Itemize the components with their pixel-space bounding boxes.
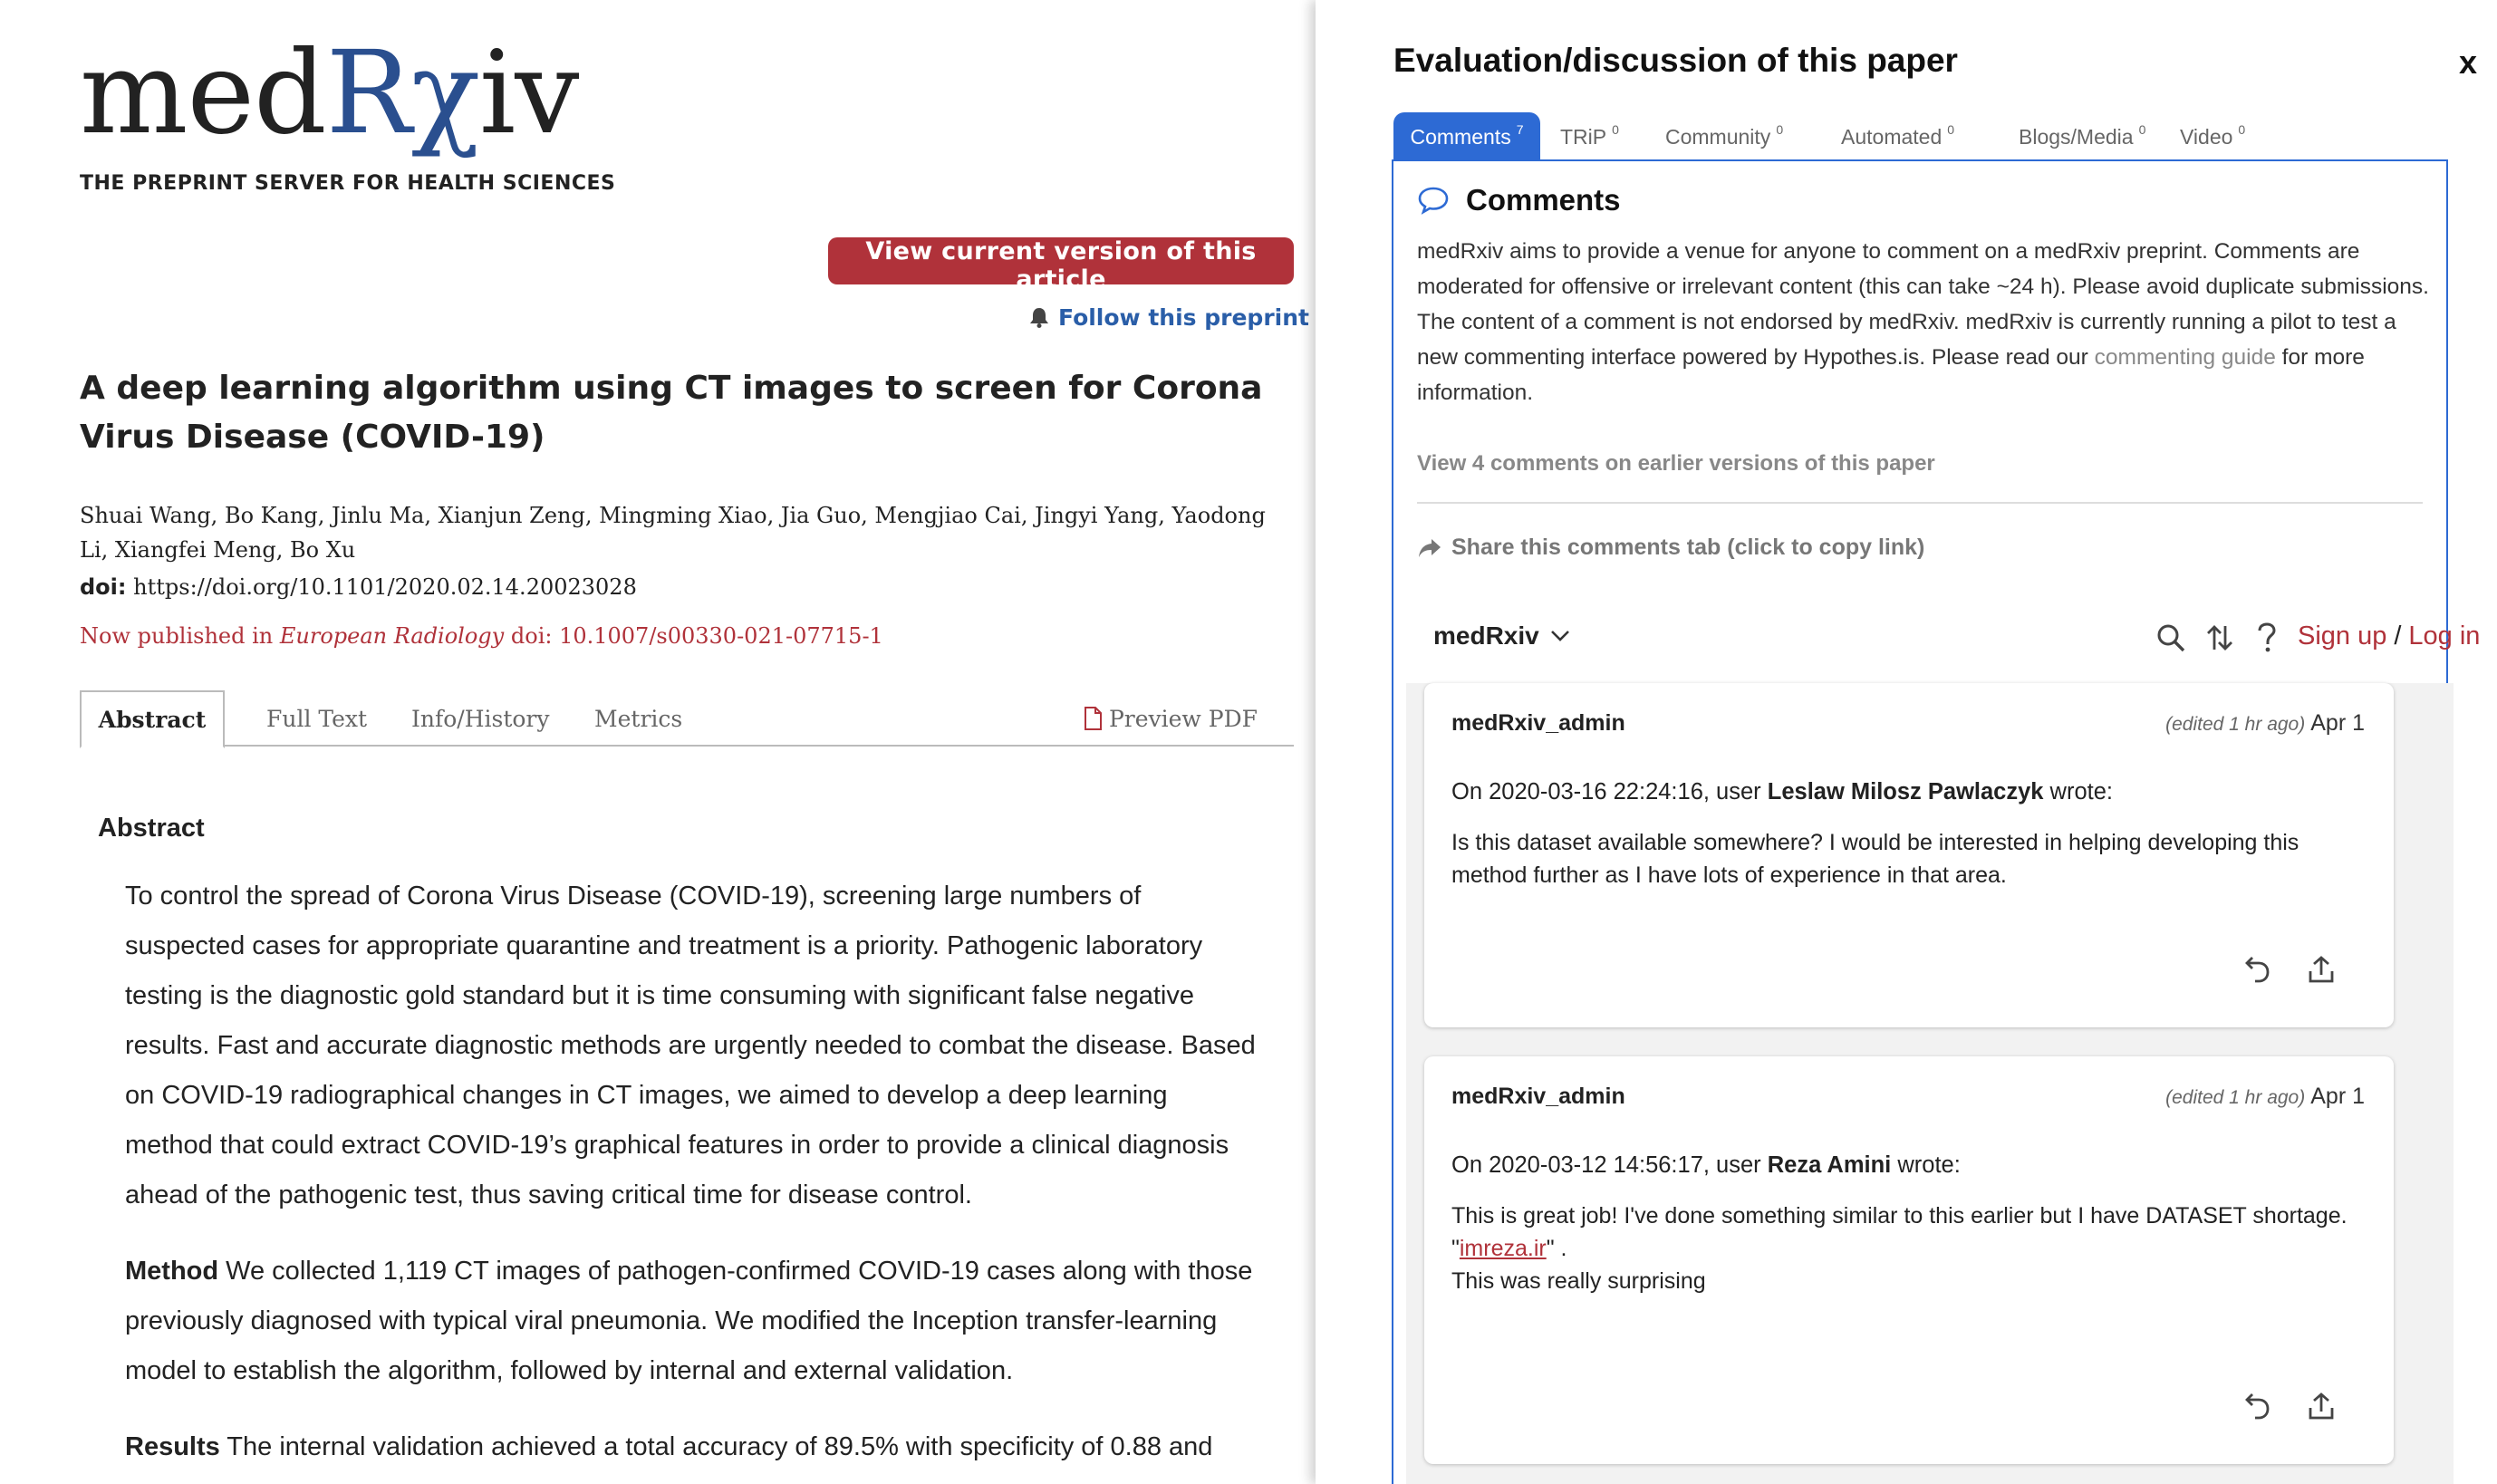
logo-med: med <box>80 26 326 159</box>
comments-heading <box>1417 183 1621 217</box>
share-label: Share this comments tab (click to copy link) <box>1451 535 1925 560</box>
sign-up-link[interactable]: Sign up <box>2298 622 2387 650</box>
published-prefix: Now published in <box>80 623 274 649</box>
close-panel-button[interactable]: x <box>2458 43 2477 81</box>
tab-label: TRiP <box>1560 124 1607 149</box>
annotation-date: Apr 1 <box>2310 1084 2365 1109</box>
results-label: Results <box>125 1432 220 1461</box>
logo-tagline: THE PREPRINT SERVER FOR HEALTH SCIENCES <box>80 172 616 195</box>
annotation-timestamp[interactable] <box>2165 710 2365 737</box>
doi-label: doi: <box>80 574 127 600</box>
origin-prefix: On 2020-03-12 14:56:17, user <box>1451 1152 1768 1178</box>
evaluation-panel <box>1316 0 2497 1484</box>
tab-label: Community <box>1665 124 1771 149</box>
panel-title: Evaluation/discussion of this paper <box>1393 42 1958 79</box>
reply-button[interactable] <box>2240 951 2276 988</box>
sort-icon[interactable] <box>2202 620 2238 656</box>
annotation-body: Is this dataset available somewhere? I would be interested in helping developing this method further as I have lots of experience in that area. <box>1451 830 2299 888</box>
annotation-date: Apr 1 <box>2310 710 2365 736</box>
upload-share-icon <box>2307 1392 2336 1421</box>
auth-separator: / <box>2394 622 2402 650</box>
quote-close: " . <box>1546 1236 1567 1261</box>
earlier-versions-link[interactable]: View 4 comments on earlier versions of this paper <box>1417 451 1935 476</box>
tab-community[interactable] <box>1665 112 1783 161</box>
hypothesis-top-bar <box>1406 602 2481 674</box>
tab-label: Blogs/Media <box>2019 124 2134 149</box>
edited-note: (edited 1 hr ago) <box>2165 714 2306 735</box>
origin-prefix: On 2020-03-16 22:24:16, user <box>1451 779 1768 805</box>
auth-links <box>2298 622 2480 651</box>
annotation-body <box>1451 1200 2367 1297</box>
reply-button[interactable] <box>2240 1388 2276 1424</box>
share-comments-tab-link[interactable] <box>1417 535 1924 561</box>
annotation-origin-line <box>1451 779 2113 805</box>
imreza-link[interactable]: imreza.ir <box>1459 1236 1547 1261</box>
tab-blogs-media[interactable] <box>2019 112 2145 161</box>
tab-full-text[interactable]: Full Text <box>266 705 368 732</box>
doi-value[interactable]: https://doi.org/10.1101/2020.02.14.20023028 <box>133 574 637 600</box>
comments-tab-content <box>1392 159 2481 1484</box>
share-annotation-button[interactable] <box>2303 1388 2339 1424</box>
results-text: The internal validation achieved a total accuracy of 89.5% with specificity of 0.88 and <box>219 1432 1213 1461</box>
share-annotation-button[interactable] <box>2303 951 2339 988</box>
group-selector[interactable] <box>1433 622 1570 650</box>
follow-preprint-link[interactable] <box>1029 301 1309 333</box>
group-name: medRxiv <box>1433 622 1539 650</box>
published-in-line[interactable] <box>80 623 883 649</box>
reply-icon <box>2244 1392 2271 1421</box>
divider <box>1417 502 2423 504</box>
log-in-link[interactable]: Log in <box>2408 622 2481 650</box>
tab-count: 7 <box>1516 122 1524 137</box>
logo-rx: Rχ <box>325 26 479 159</box>
edited-note: (edited 1 hr ago) <box>2165 1087 2306 1108</box>
description-text-end: for more information. <box>1417 345 2365 405</box>
tab-automated[interactable] <box>1841 112 1954 161</box>
commenting-guide-link[interactable]: commenting guide <box>2094 345 2276 370</box>
tab-count: 0 <box>1776 122 1784 137</box>
logo-iv: iv <box>478 26 579 159</box>
annotation-actions <box>2240 951 2339 988</box>
comments-heading-label: Comments <box>1466 183 1621 217</box>
author-list[interactable]: Shuai Wang, Bo Kang, Jinlu Ma, Xianjun Zeng, Mingming Xiao, Jia Guo, Mengjiao Cai, Jingyi Yang, Yaodong Li, Xiangfei Meng, Bo Xu <box>80 503 1266 563</box>
method-label: Method <box>125 1257 219 1286</box>
method-text: We collected 1,119 CT images of pathogen-confirmed COVID-19 cases along with those previously diagnosed with typical viral pneumonia. We modified the Inception transfer-learning model to establish the algorithm, followed by internal and external validation. <box>125 1257 1253 1385</box>
body-line: This was really surprising <box>1451 1268 1706 1294</box>
article-title: A deep learning algorithm using CT images to screen for Corona Virus Disease (COVID-19) <box>80 370 1263 456</box>
description-text: medRxiv aims to provide a venue for anyone to comment on a medRxiv preprint. Comments are moderated for offensive or irrelevant content (this can take ~24 h). Please avoid duplicate submissions. The content of a comment is not endorsed by medRxiv. medRxiv is currently running a pilot to test a new commenting interface powered by Hypothes.is. Please read our <box>1417 239 2429 370</box>
tab-metrics[interactable]: Metrics <box>594 705 683 732</box>
annotation-origin-line <box>1451 1152 1961 1179</box>
annotation-user[interactable]: medRxiv_admin <box>1451 1084 1625 1109</box>
tab-count: 0 <box>1947 122 1955 137</box>
abstract-paragraph: To control the spread of Corona Virus Disease (COVID-19), screening large numbers of suspected cases for appropriate quarantine and treatment is a priority. Pathogenic laboratory testing is the diagnostic gold standard but it is time consuming with significant false negative results. Fast and accurate diagnostic methods are urgently needed to combat the disease. Based on COVID-19 radiographical changes in CT images, we aimed to develop a deep learning method that could extract COVID-19’s graphical features in order to provide a clinical diagnosis ahead of the pathogenic test, thus saving critical time for disease control. <box>125 882 1256 1209</box>
tab-label: Video <box>2180 124 2233 149</box>
share-arrow-icon <box>1417 537 1442 559</box>
pdf-file-icon <box>1084 707 1102 730</box>
annotation-actions <box>2240 1388 2339 1424</box>
medrxiv-logo[interactable] <box>80 26 579 159</box>
preview-pdf-link[interactable] <box>1084 690 1258 747</box>
tab-trip[interactable] <box>1560 112 1619 161</box>
annotation-card <box>1424 683 2394 1027</box>
abstract-results-paragraph <box>125 1422 1258 1472</box>
reply-icon <box>2244 955 2271 984</box>
tab-count: 0 <box>2238 122 2246 137</box>
origin-user: Reza Amini <box>1767 1152 1892 1178</box>
annotation-stream <box>1406 683 2454 1484</box>
comments-description <box>1417 234 2432 410</box>
speech-bubble-icon <box>1417 186 1450 215</box>
upload-share-icon <box>2307 955 2336 984</box>
tab-count: 0 <box>2138 122 2146 137</box>
origin-suffix: wrote: <box>1891 1152 1961 1178</box>
quote-open: " <box>1451 1236 1460 1261</box>
tab-comments[interactable] <box>1393 112 1540 161</box>
panel-tabs <box>1393 112 2435 161</box>
bell-icon <box>1029 306 1049 328</box>
tab-info-history[interactable]: Info/History <box>411 705 550 732</box>
origin-user: Leslaw Milosz Pawlaczyk <box>1767 779 2044 805</box>
tab-label: Automated <box>1841 124 1943 149</box>
published-doi: doi: 10.1007/s00330-021-07715-1 <box>510 623 883 649</box>
published-journal: European Radiology <box>279 623 505 649</box>
follow-label: Follow this preprint <box>1058 304 1309 331</box>
help-icon[interactable] <box>2249 620 2285 656</box>
preview-pdf-label: Preview PDF <box>1108 705 1258 732</box>
chevron-down-icon <box>1550 630 1570 642</box>
annotation-user[interactable]: medRxiv_admin <box>1451 710 1625 736</box>
annotation-timestamp[interactable] <box>2165 1084 2365 1110</box>
tab-video[interactable] <box>2180 112 2245 161</box>
origin-suffix: wrote: <box>2043 779 2113 805</box>
body-line: This is great job! I've done something similar to this earlier but I have DATASET shortage. <box>1451 1203 2348 1229</box>
abstract-method-paragraph <box>125 1247 1258 1396</box>
tab-label: Comments <box>1410 124 1511 149</box>
view-current-version-button[interactable]: View current version of this article <box>828 237 1294 284</box>
tab-count: 0 <box>1612 122 1619 137</box>
doi-line <box>80 574 637 600</box>
tab-abstract[interactable]: Abstract <box>80 690 225 748</box>
article-tabs <box>80 690 1294 747</box>
abstract-heading: Abstract <box>98 814 205 843</box>
body-link-line <box>1451 1232 2367 1265</box>
search-icon[interactable] <box>2153 620 2189 656</box>
annotation-card <box>1424 1056 2394 1464</box>
